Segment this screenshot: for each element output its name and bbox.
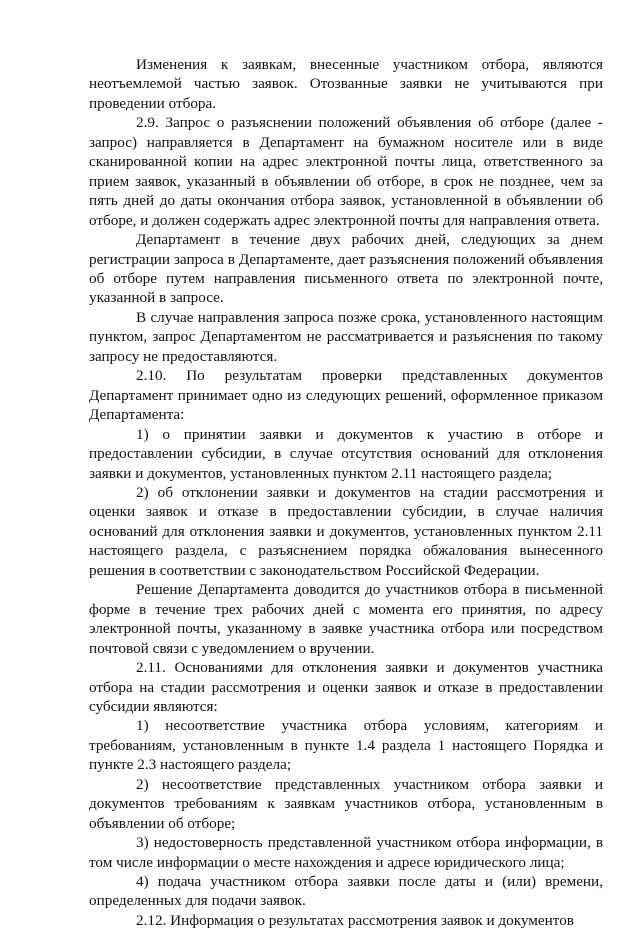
paragraph-late-request: В случае направления запроса позже срока, установленного настоящим пунктом, запрос Департаментом не рассматривается и разъяснения по такому запросу не предоставляются. xyxy=(89,308,603,365)
list-item-ground-4: 4) подача участником отбора заявки после даты и (или) времени, определенных для подачи заявок. xyxy=(89,873,603,910)
paragraph-2-9-clarification-request: 2.9. Запрос о разъяснении положений объявления об отборе (далее - запрос) направляется в Департамент на бумажном носителе или в виде сканированной копии на адрес электронной почты лица, ответственного за прием заявок, указанный в объявлении об отборе, в срок не позднее, чем за пять дней до даты окончания отбора заявок, установленной в объявлении об отборе, и должен содержать адрес электронной почты для направления ответа. xyxy=(89,114,603,229)
paragraph-amendments: Изменения к заявкам, внесенные участником отбора, являются неотъемлемой частью заявок. Отозванные заявки не учитываются при проведении отбора. xyxy=(89,56,603,112)
list-item-acceptance: 1) о принятии заявки и документов к участию в отборе и предоставлении субсидии, в случае отсутствия оснований для отклонения заявки и документов, установленных пунктом 2.11 настоящего раздела; xyxy=(89,425,603,482)
list-item-ground-2: 2) несоответствие представленных участником отбора заявки и документов требованиям к заявкам участников отбора, установленным в объявлении об отборе; xyxy=(89,775,603,832)
paragraph-2-12-results: 2.12. Информация о результатах рассмотрения заявок и документов xyxy=(136,911,574,929)
document-body xyxy=(89,55,603,930)
paragraph-2-11-grounds: 2.11. Основаниями для отклонения заявки и документов участника отбора на стадии рассмотрения и оценки заявок и отказе в предоставлении субсидии являются: xyxy=(89,659,603,715)
list-item-rejection: 2) об отклонении заявки и документов на стадии рассмотрения и оценки заявок и отказе в предоставлении субсидии, в случае наличия оснований для отклонения заявки и документов, установленных пунктом 2.11 настоящего раздела, с разъяснением порядка обжалования вынесенного решения в соответствии с законодательством Российской Федерации. xyxy=(89,483,603,579)
paragraph-department-response: Департамент в течение двух рабочих дней, следующих за днем регистрации запроса в Департаменте, дает разъяснения положений объявления об отборе путем направления письменного ответа по электронной почте, указанной в запросе. xyxy=(89,231,603,307)
paragraph-decision-notification: Решение Департамента доводится до участников отбора в письменной форме в течение трех рабочих дней с момента его принятия, по адресу электронной почты, указанному в заявке участника отбора или посредством почтовой связи с уведомлением о вручении. xyxy=(89,581,603,657)
paragraph-2-10-decisions: 2.10. По результатам проверки представленных документов Департамент принимает одно из следующих решений, оформленное приказом Департамента: xyxy=(89,367,603,424)
list-item-ground-1: 1) несоответствие участника отбора условиям, категориям и требованиям, установленным в пункте 1.4 раздела 1 настоящего Порядка и пункте 2.3 настоящего раздела; xyxy=(89,717,603,774)
list-item-ground-3: 3) недостоверность представленной участником отбора информации, в том числе информации о месте нахождения и адресе юридического лица; xyxy=(89,834,603,871)
